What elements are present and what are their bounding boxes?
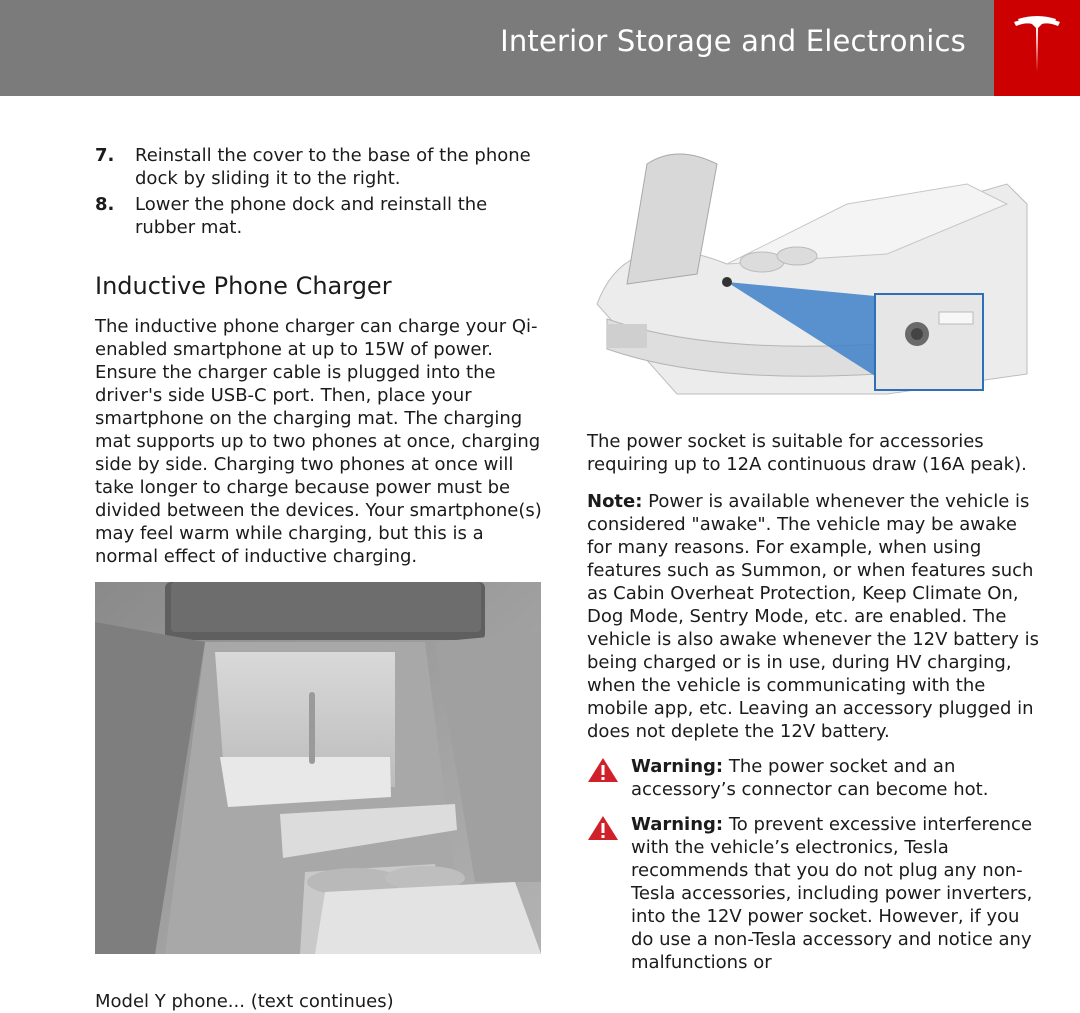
warning-triangle-icon xyxy=(587,757,619,783)
note-text: Power is available whenever the vehicle is considered "awake". The vehicle may be awake for many reasons. For example, when using features such as Summon, or when features such as Cabin Overheat Protection, Keep Climate On, Dog Mode, Sentry Mode, etc. are enabled. The vehicle is also awake whenever the 12V battery is being charged or is in use, during HV charging, when the vehicle is communicating with the mobile app, etc. Leaving an accessory plugged in does not deplete the 12V battery. xyxy=(587,491,1039,742)
cut-off-line: Model Y phone... (text continues) xyxy=(95,991,394,1012)
step-item xyxy=(95,144,545,190)
page-title: Interior Storage and Electronics xyxy=(500,24,966,58)
socket-paragraph: The power socket is suitable for accessories requiring up to 12A continuous draw (16A peak). xyxy=(587,431,1027,475)
warning-item xyxy=(587,755,1047,801)
console-charger-image xyxy=(95,582,541,954)
power-socket-image xyxy=(587,144,1035,412)
tesla-logo-icon xyxy=(1012,16,1062,76)
step-item xyxy=(95,193,545,239)
section-title: Inductive Phone Charger xyxy=(95,272,392,300)
page-header xyxy=(0,0,1080,96)
warning-text: The power socket and an accessory’s connector can become hot. xyxy=(631,756,989,800)
step-number: 8. xyxy=(95,194,115,215)
warning-item xyxy=(587,813,1047,974)
warning-triangle-icon xyxy=(587,815,619,841)
warning-label: Warning: xyxy=(631,814,724,835)
right-column xyxy=(587,144,1047,974)
step-text: Lower the phone dock and reinstall the rubber mat. xyxy=(135,194,488,238)
left-column xyxy=(95,144,545,954)
logo-badge xyxy=(994,0,1080,96)
note-paragraph xyxy=(587,490,1047,743)
warning-text: To prevent excessive interference with the vehicle’s electronics, Tesla recommends that you do not plug any non-Tesla accessories, including power inverters, into the 12V power socket. However, if you do use a non-Tesla accessory and notice any malfunctions or xyxy=(631,814,1033,973)
warning-label: Warning: xyxy=(631,756,724,777)
charger-paragraph: The inductive phone charger can charge your Qi-enabled smartphone at up to 15W of power. Ensure the charger cable is plugged into the driver's side USB-C port. Then, place your smartphone on the charging mat. The charging mat supports up to two phones at once, charging side by side. Charging two phones at once will take longer to charge because power must be divided between the devices. Your smartphone(s) may feel warm while charging, but this is a normal effect of inductive charging. xyxy=(95,316,542,567)
note-label: Note: xyxy=(587,491,643,512)
step-text: Reinstall the cover to the base of the phone dock by sliding it to the right. xyxy=(135,145,531,189)
step-number: 7. xyxy=(95,145,115,166)
